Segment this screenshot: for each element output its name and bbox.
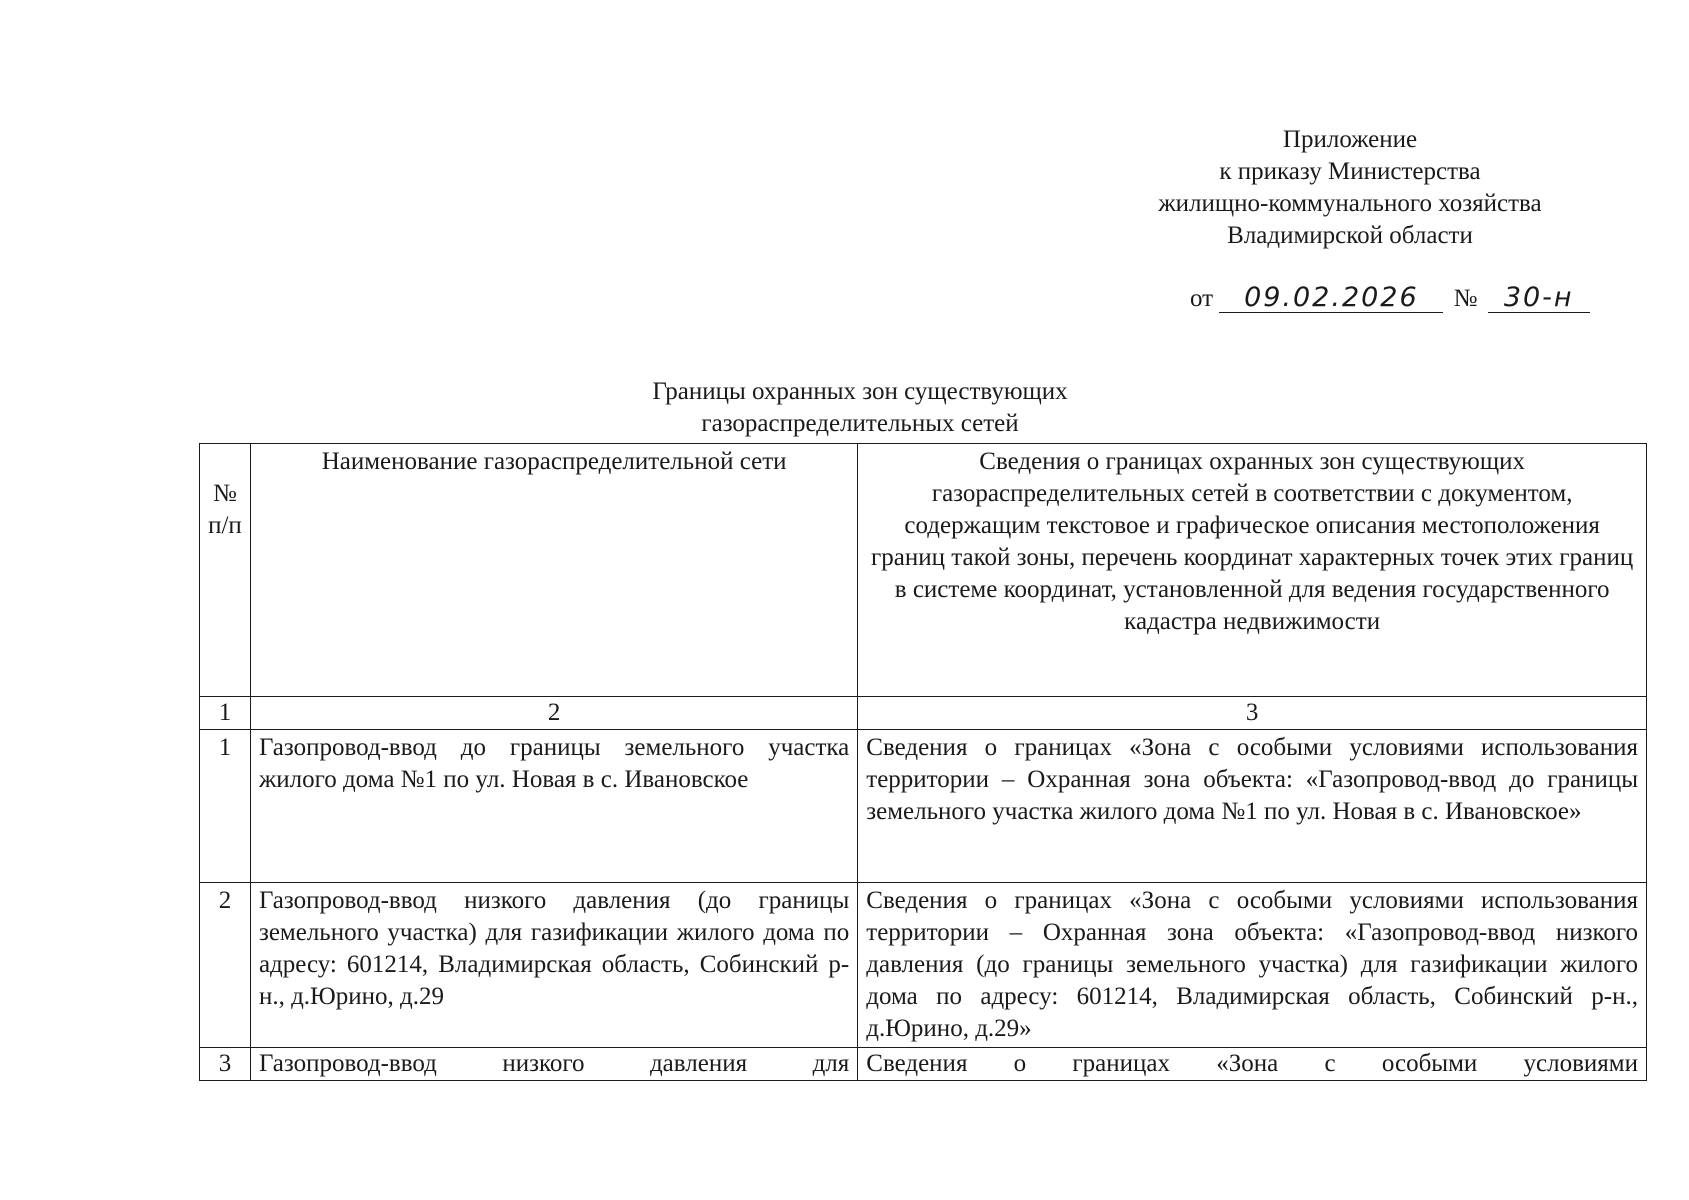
- row-network-name: Газопровод-ввод до границы земельного участка жилого дома №1 по ул. Новая в с. Ивановское: [250, 730, 857, 883]
- column-number-3: 3: [858, 697, 1647, 730]
- row-number: 1: [200, 730, 251, 883]
- protection-zones-table: [199, 443, 1647, 1081]
- row-number: 3: [200, 1048, 251, 1081]
- order-reference: [1190, 282, 1590, 316]
- order-number-sign: №: [1453, 285, 1478, 312]
- order-from-label: от: [1190, 285, 1214, 312]
- header-number: № п/п: [200, 444, 251, 697]
- order-number: 30-н: [1488, 284, 1590, 313]
- table-header-row: [200, 444, 1647, 697]
- table-row: [200, 1048, 1647, 1081]
- appendix-block: [1100, 124, 1600, 252]
- row-zone-info: Сведения о границах «Зона с особыми условиями: [858, 1048, 1647, 1081]
- table-row: [200, 730, 1647, 883]
- header-network-name: Наименование газораспределительной сети: [250, 444, 857, 697]
- column-number-row: [200, 697, 1647, 730]
- row-zone-info: Сведения о границах «Зона с особыми условиями использования территории – Охранная зона объекта: «Газопровод-ввод низкого давления (до границы земельного участка) для газификации жилого дома по адресу: 601214, Владимирская область, Собинский р-н., д.Юрино, д.29»: [858, 883, 1647, 1048]
- appendix-line-3: жилищно-коммунального хозяйства: [1158, 190, 1542, 217]
- title-line-1: Границы охранных зон существующих: [652, 378, 1068, 405]
- row-zone-info: Сведения о границах «Зона с особыми условиями использования территории – Охранная зона объекта: «Газопровод-ввод до границы земельного участка жилого дома №1 по ул. Новая в с. Ивановское»: [858, 730, 1647, 883]
- row-network-name: Газопровод-ввод низкого давления (до границы земельного участка) для газификации жилого дома по адресу: 601214, Владимирская область, Собинский р-н., д.Юрино, д.29: [250, 883, 857, 1048]
- appendix-line-1: Приложение: [1282, 126, 1418, 153]
- header-zone-info: Сведения о границах охранных зон существующих газораспределительных сетей в соответствии с документом, содержащим текстовое и графическое описания местоположения границ такой зоны, перечень координат характерных точек этих границ в системе координат, установленной для ведения государственного кадастра недвижимости: [858, 444, 1647, 697]
- table-row: [200, 883, 1647, 1048]
- row-number: 2: [200, 883, 251, 1048]
- column-number-2: 2: [250, 697, 857, 730]
- row-network-name: Газопровод-ввод низкого давления для: [250, 1048, 857, 1081]
- document-title: [560, 376, 1160, 440]
- order-date: 09.02.2026: [1219, 284, 1443, 313]
- column-number-1: 1: [200, 697, 251, 730]
- appendix-line-2: к приказу Министерства: [1219, 158, 1481, 185]
- appendix-line-4: Владимирской области: [1227, 222, 1473, 249]
- title-line-2: газораспределительных сетей: [701, 410, 1019, 437]
